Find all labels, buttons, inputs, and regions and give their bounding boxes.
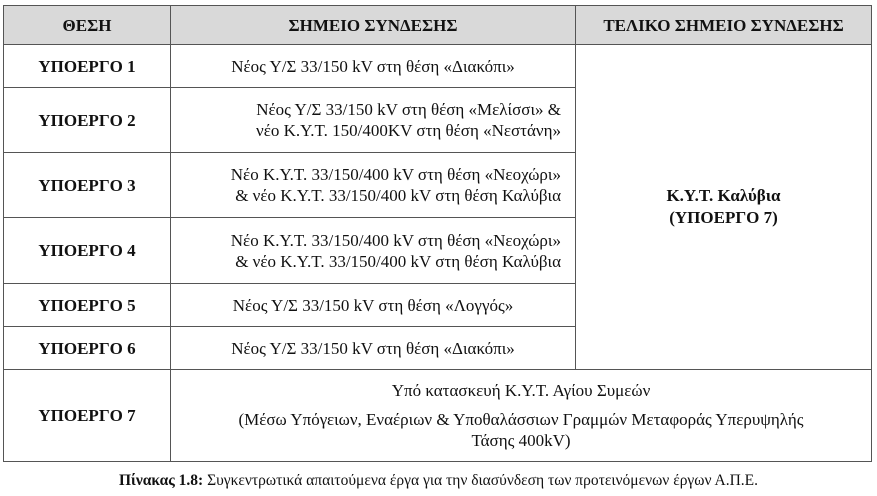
connection-point-line: Νέος Υ/Σ 33/150 kV στη θέση «Διακόπι» — [231, 338, 515, 358]
connection-point-line: Νέο Κ.Υ.Τ. 33/150/400 kV στη θέση «Νεοχώρι» — [230, 230, 561, 250]
table-caption — [0, 472, 877, 490]
position-cell: ΥΠΟΕΡΓΟ 3 — [4, 153, 171, 218]
connection-point-merged-cell — [171, 370, 872, 462]
connection-point-line: Νέος Υ/Σ 33/150 kV στη θέση «Λογγός» — [232, 295, 514, 315]
final-connection-point-cell — [576, 45, 872, 370]
connection-point-line: & νέο Κ.Υ.Τ. 33/150/400 kV στη θέση Καλύβια — [235, 251, 561, 271]
position-cell: ΥΠΟΕΡΓΟ 1 — [4, 45, 171, 88]
connection-point-line: & νέο Κ.Υ.Τ. 33/150/400 kV στη θέση Καλύβια — [235, 186, 561, 205]
connection-point-line: νέο Κ.Υ.Τ. 150/400KV στη θέση «Νεστάνη» — [256, 121, 561, 140]
connection-point-line: Τάσης 400kV) — [471, 431, 571, 450]
caption-label: Πίνακας 1.8: — [118, 472, 204, 489]
header-row — [4, 6, 872, 45]
connection-point-line: Νέος Υ/Σ 33/150 kV στη θέση «Διακόπι» — [231, 56, 515, 76]
header-position: ΘΕΣΗ — [4, 6, 171, 45]
position-cell: ΥΠΟΕΡΓΟ 4 — [4, 218, 171, 284]
connection-point-line: (Μέσω Υπόγειων, Εναέριων & Υποθαλάσσιων Γραμμών Μεταφοράς Υπερυψηλής — [238, 410, 804, 429]
position-cell: ΥΠΟΕΡΓΟ 2 — [4, 88, 171, 153]
position-cell: ΥΠΟΕΡΓΟ 6 — [4, 327, 171, 370]
position-cell: ΥΠΟΕΡΓΟ 7 — [4, 370, 171, 462]
connection-point-cell — [171, 88, 576, 153]
connection-point-cell — [171, 218, 576, 284]
connection-point-line: Νέος Υ/Σ 33/150 kV στη θέση «Μελίσσι» & — [256, 100, 561, 119]
connection-point-line: Νέο Κ.Υ.Τ. 33/150/400 kV στη θέση «Νεοχώρι» — [230, 165, 561, 184]
table-row — [4, 370, 872, 462]
header-connection-point: ΣΗΜΕΙΟ ΣΥΝΔΕΣΗΣ — [171, 6, 576, 45]
connection-point-cell — [171, 327, 576, 370]
caption-text: Συγκεντρωτικά απαιτούμενα έργα για την διασύνδεση των προτεινόμενων έργων Α.Π.Ε. — [203, 472, 758, 489]
connection-point-line: Υπό κατασκευή Κ.Υ.Τ. Αγίου Συμεών — [391, 381, 651, 400]
table-row — [4, 45, 872, 88]
header-final-connection-point: ΤΕΛΙΚΟ ΣΗΜΕΙΟ ΣΥΝΔΕΣΗΣ — [576, 6, 872, 45]
final-point-subproject: (ΥΠΟΕΡΓΟ 7) — [669, 208, 778, 227]
connection-point-cell — [171, 284, 576, 327]
connection-table — [3, 5, 872, 462]
connection-point-cell — [171, 153, 576, 218]
connection-point-cell — [171, 45, 576, 88]
position-cell: ΥΠΟΕΡΓΟ 5 — [4, 284, 171, 327]
final-point-name: Κ.Υ.Τ. Καλύβια — [666, 186, 781, 205]
